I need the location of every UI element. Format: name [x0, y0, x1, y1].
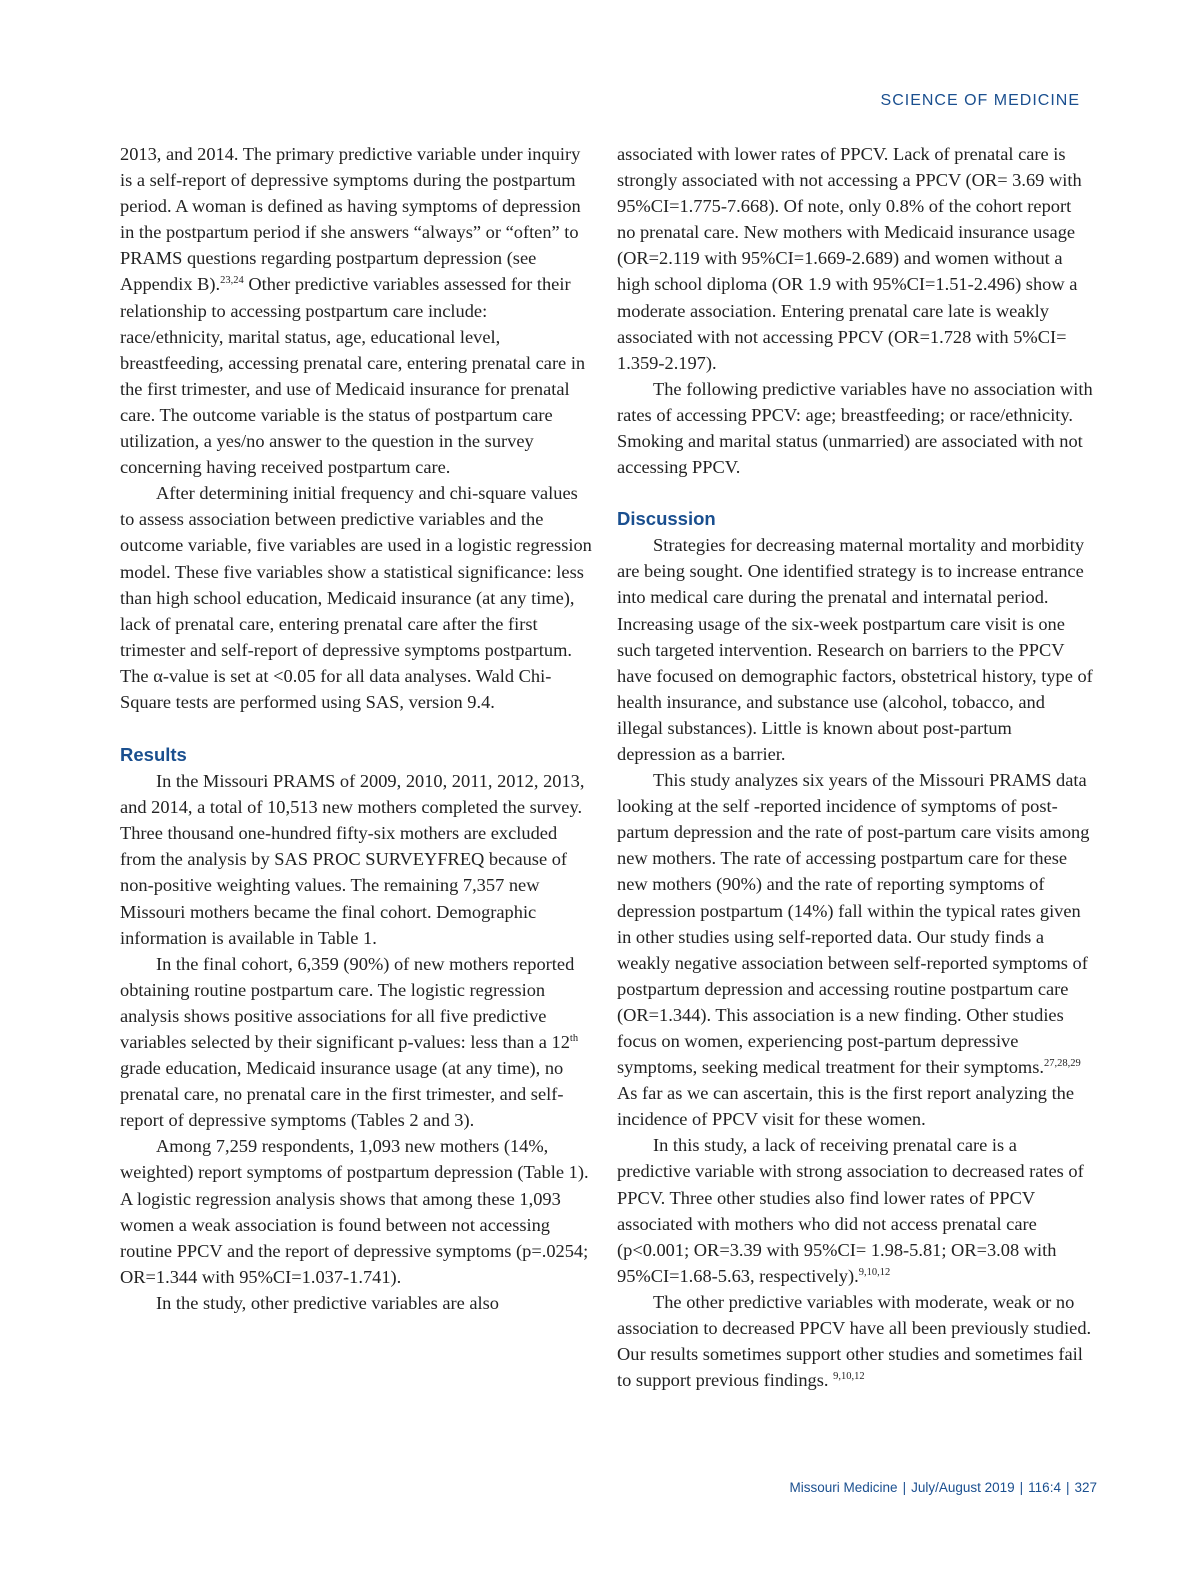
citation-ref: 9,10,12	[833, 1371, 865, 1383]
volume-number: 116:4	[1028, 1480, 1061, 1495]
paragraph-results-2: In the final cohort, 6,359 (90%) of new mothers reported obtaining routine postpartum care. The logistic regression analysis shows positive associations for all five predictive variables selected by their significant p-values: less than a 12th grade education, Medicaid insurance usage (at any time), no prenatal care, no prenatal care in the first trimester, and self-report of depressive symptoms (Tables 2 and 3).	[120, 953, 579, 1131]
paragraph-discussion-3: In this study, a lack of receiving prenatal care is a predictive variable with strong association to decreased rates of PPCV. Three other studies also find lower rates of PPCV associated with mothers who did not access prenatal care (p<0.001; OR=3.39 with 95%CI= 1.98-5.81; OR=3.08 with 95%CI=1.68-5.63, respectively).$^{9,10,12}$	[617, 1135, 1084, 1286]
paragraph-discussion-2: This study analyzes six years of the Missouri PRAMS data looking at the self -reported incidence of symptoms of post-partum depression and the rate of post-partum care visits among new mothers. The rate of accessing postpartum care for these new mothers (90%) and the rate of reporting symptoms of depression postpartum (14%) fall within the typical rates given in other studies using self-reported data. Our study finds a weakly negative association between self-reported symptoms of postpartum depression and accessing routine postpartum care (OR=1.344). This association is a new finding. Other studies focus on women, experiencing post-partum depressive symptoms, seeking medical treatment for their symptoms.$^{27,28,29}$ As far as we can ascertain, this is the first report analyzing the incidence of PPCV visit for these women.	[617, 770, 1090, 1130]
footer-separator: |	[1019, 1480, 1024, 1495]
footer-separator: |	[902, 1480, 907, 1495]
paragraph-results-4: In the study, other predictive variables are also	[156, 1292, 499, 1313]
paragraph-discussion-4: The other predictive variables with moderate, weak or no association to decreased PPCV have all been previously studied. Our results sometimes support other studies and sometimes fail to support previous findings. $^{9,10,12}$	[617, 1291, 1092, 1391]
page-number: 327	[1074, 1480, 1097, 1495]
citation-ref: 27,28,29	[1044, 1058, 1081, 1070]
left-column	[120, 141, 595, 1316]
footer-separator: |	[1065, 1480, 1070, 1495]
citation-ref: 9,10,12	[858, 1266, 891, 1278]
section-header: SCIENCE OF MEDICINE	[880, 92, 1080, 109]
paragraph-discussion-1: Strategies for decreasing maternal mortality and morbidity are being sought. One identified strategy is to increase entrance into medical care during the prenatal and internatal period. Increasing usage of the six-week postpartum care visit is one such targeted intervention. Research on barriers to the PPCV have focused on demographic factors, obstetrical history, type of health insurance, and substance use (alcohol, tobacco, and illegal substances). Little is known about post-partum depression as a barrier.	[617, 535, 1093, 764]
paragraph-methods-regression: After determining initial frequency and chi-square values to assess association between predictive variables and the outcome variable, five variables are used in a logistic regression model. These five variables show a statistical significance: less than high school education, Medicaid insurance (at any time), lack of prenatal care, entering prenatal care after the first trimester and self-report of depressive symptoms postpartum. The α-value is set at <0.05 for all data analyses. Wald Chi-Square tests are performed using SAS, version 9.4.	[120, 483, 592, 712]
paragraph-results-3: Among 7,259 respondents, 1,093 new mothers (14%, weighted) report symptoms of postpartum depression (Table 1). A logistic regression analysis shows that among these 1,093 women a weak association is found between not accessing routine PPCV and the report of depressive symptoms (p=.0254; OR=1.344 with 95%CI=1.037-1.741).	[120, 1136, 589, 1287]
right-column	[617, 141, 1093, 1393]
superscript-ordinal: th	[569, 1033, 579, 1044]
citation-ref: 23,24	[220, 275, 244, 287]
paragraph-methods-continued: 2013, and 2014. The primary predictive variable under inquiry is a self-report of depressive symptoms during the postpartum period. A woman is defined as having symptoms of depression in the postpartum period if she answers “always” or “often” to PRAMS questions regarding postpartum depression (see Appendix B).$^{23,24}$ Other predictive variables assessed for their relationship to accessing postpartum care include: race/ethnicity, marital status, age, educational level, breastfeeding, accessing prenatal care, entering prenatal care in the first trimester, and use of Medicaid insurance for prenatal care. The outcome variable is the status of postpartum care utilization, a yes/no answer to the question in the survey concerning having received postpartum care.	[120, 144, 586, 478]
paragraph-results-continued: associated with lower rates of PPCV. Lack of prenatal care is strongly associated with not accessing a PPCV (OR= 3.69 with 95%CI=1.775-7.668). Of note, only 0.8% of the cohort report no prenatal care. New mothers with Medicaid insurance usage (OR=2.119 with 95%CI=1.669-2.689) and women without a high school diploma (OR 1.9 with 95%CI=1.51-2.496) show a moderate association. Entering prenatal care late is weakly associated with not accessing PPCV (OR=1.728 with 5%CI= 1.359-2.197).	[617, 144, 1082, 373]
paragraph-results-1: In the Missouri PRAMS of 2009, 2010, 2011, 2012, 2013, and 2014, a total of 10,513 new mothers completed the survey. Three thousand one-hundred fifty-six mothers are excluded from the analysis by SAS PROC SURVEYFREQ because of non-positive weighting values. The remaining 7,357 new Missouri mothers became the final cohort. Demographic information is available in Table 1.	[120, 771, 585, 948]
discussion-heading: Discussion	[617, 508, 716, 530]
paragraph-results-no-association: The following predictive variables have no association with rates of accessing PPCV: age; breastfeeding; or race/ethnicity. Smoking and marital status (unmarried) are associated with not accessing PPCV.	[617, 378, 1093, 478]
page-footer	[790, 1480, 1097, 1495]
journal-name: Missouri Medicine	[789, 1480, 898, 1495]
issue-date: July/August 2019	[911, 1480, 1015, 1495]
results-heading: Results	[120, 744, 187, 766]
